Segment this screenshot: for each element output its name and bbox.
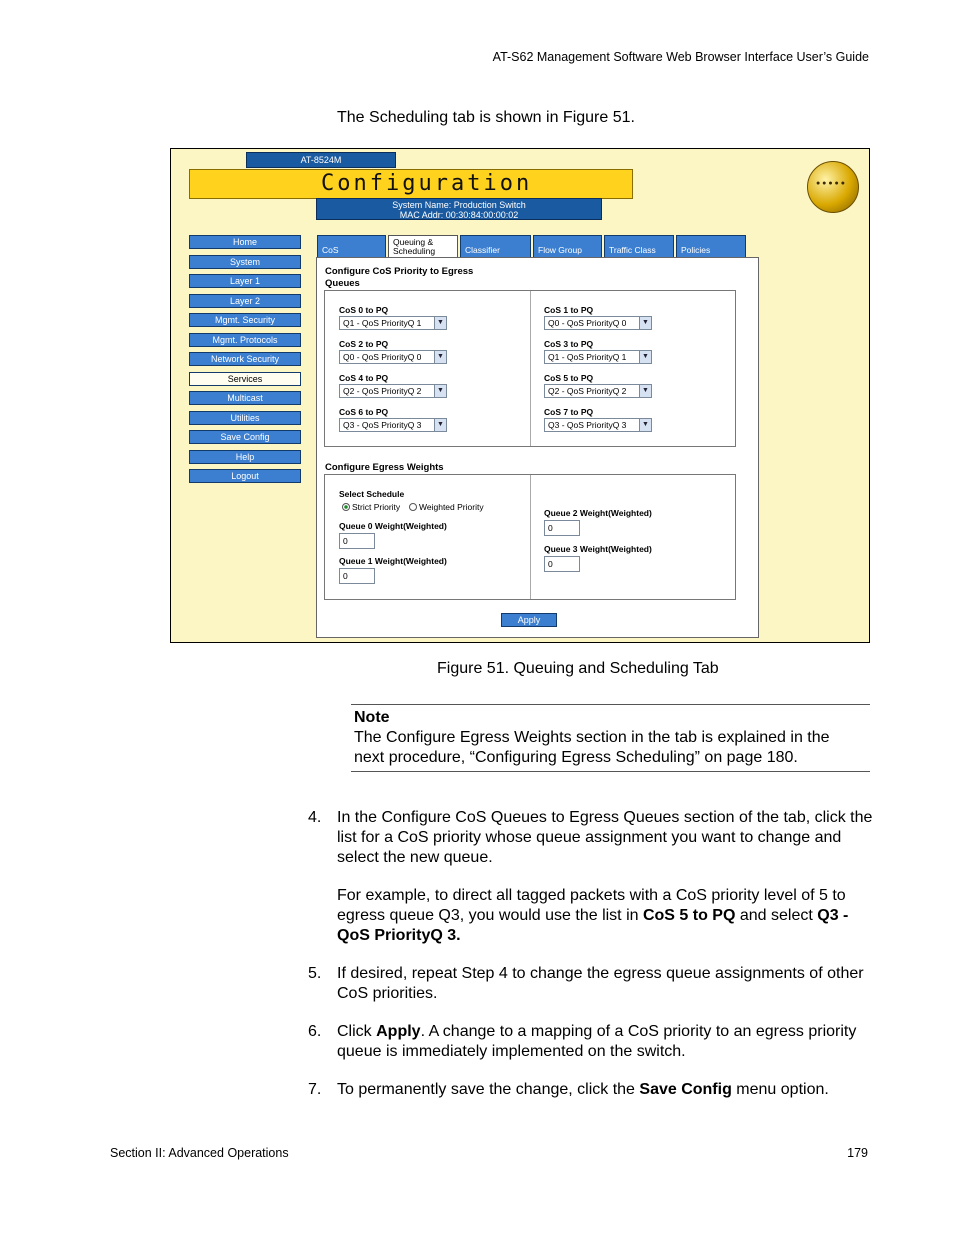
chevron-down-icon: ▼ [639, 385, 651, 397]
step-number: 4. [308, 809, 322, 826]
step-6 [308, 1022, 878, 1062]
step-4-text: In the Configure CoS Queues to Egress Queues section of the tab, click the list for a CoS priority whose queue assignment you want to change and select the new queue. [337, 809, 873, 866]
cos3-value: Q1 - QoS PriorityQ 1 [548, 352, 627, 362]
example-bold-1: CoS 5 to PQ [642, 907, 736, 924]
cos2-value: Q0 - QoS PriorityQ 0 [343, 352, 422, 362]
cos3-label: CoS 3 to PQ [544, 339, 594, 349]
globe-logo-icon [807, 161, 859, 213]
strict-priority-radio[interactable] [342, 502, 400, 512]
nav-menu [189, 235, 301, 489]
tab-traffic-class[interactable]: Traffic Class [604, 235, 674, 257]
step-7-text [337, 1080, 878, 1100]
tab-classifier[interactable]: Classifier [460, 235, 531, 257]
intro-text: The Scheduling tab is shown in Figure 51. [337, 109, 635, 126]
cos5-value: Q2 - QoS PriorityQ 2 [548, 386, 627, 396]
cos-divider [530, 291, 531, 446]
apply-button[interactable]: Apply [501, 613, 557, 627]
nav-system[interactable]: System [189, 255, 301, 269]
cos6-select[interactable] [339, 418, 447, 432]
nav-help[interactable]: Help [189, 450, 301, 464]
egress-section-title: Configure Egress Weights [325, 462, 444, 473]
page-number: 179 [847, 1146, 868, 1160]
tab-cos[interactable]: CoS [317, 235, 386, 257]
example-bold-2: Q3 - QoS PriorityQ 3. [337, 907, 849, 944]
radio-selected-icon [342, 503, 350, 511]
note-line-1: The Configure Egress Weights section in the tab is explained in the [354, 729, 830, 746]
tab-policies[interactable]: Policies [676, 235, 746, 257]
cos1-label: CoS 1 to PQ [544, 305, 594, 315]
figure-caption: Figure 51. Queuing and Scheduling Tab [437, 660, 719, 677]
select-schedule-label: Select Schedule [339, 489, 405, 499]
system-info-bar [316, 198, 602, 220]
nav-utilities[interactable]: Utilities [189, 411, 301, 425]
cos5-select[interactable] [544, 384, 652, 398]
chevron-down-icon: ▼ [434, 385, 446, 397]
step-7 [308, 1080, 878, 1100]
cos1-select[interactable] [544, 316, 652, 330]
chevron-down-icon: ▼ [639, 419, 651, 431]
q1-weight-input[interactable]: 0 [339, 568, 375, 584]
egress-box [324, 474, 736, 600]
chevron-down-icon: ▼ [639, 351, 651, 363]
nav-home[interactable]: Home [189, 235, 301, 249]
note-box [351, 704, 870, 772]
chevron-down-icon: ▼ [434, 317, 446, 329]
cos1-value: Q0 - QoS PriorityQ 0 [548, 318, 627, 328]
screenshot-figure [170, 148, 870, 643]
footer-section: Section II: Advanced Operations [110, 1146, 289, 1160]
step-5 [308, 964, 878, 1004]
banner-title: Configuration [321, 171, 533, 196]
cos6-value: Q3 - QoS PriorityQ 3 [343, 420, 422, 430]
strict-priority-label: Strict Priority [352, 502, 401, 512]
nav-logout[interactable]: Logout [189, 469, 301, 483]
cos5-label: CoS 5 to PQ [544, 373, 594, 383]
step-number: 7. [308, 1081, 322, 1098]
running-header: AT-S62 Management Software Web Browser Interface User’s Guide [492, 50, 869, 64]
nav-services[interactable]: Services [189, 372, 301, 386]
q0-weight-label: Queue 0 Weight(Weighted) [339, 521, 447, 531]
step-4-example [337, 886, 878, 946]
step-5-text: If desired, repeat Step 4 to change the egress queue assignments of other CoS priorities. [337, 965, 864, 1002]
cos7-select[interactable] [544, 418, 652, 432]
step-7-text-a: To permanently save the change, click the [337, 1081, 640, 1098]
step-7-text-c: menu option. [731, 1081, 829, 1098]
cos-section-title: Configure CoS Priority to Egress Queues [325, 266, 474, 289]
example-text-1: For example, to direct all tagged packets with a CoS priority level of 5 to egress queue Q3, you would use the list in [337, 887, 846, 924]
chevron-down-icon: ▼ [434, 351, 446, 363]
cos7-value: Q3 - QoS PriorityQ 3 [548, 420, 627, 430]
step-4 [308, 808, 878, 946]
q1-weight-label: Queue 1 Weight(Weighted) [339, 556, 447, 566]
q3-weight-input[interactable]: 0 [544, 556, 580, 572]
step-number: 5. [308, 965, 322, 982]
step-6-bold: Apply [376, 1023, 421, 1040]
cos7-label: CoS 7 to PQ [544, 407, 594, 417]
q2-weight-input[interactable]: 0 [544, 520, 580, 536]
step-6-text [337, 1022, 878, 1062]
cos3-select[interactable] [544, 350, 652, 364]
chevron-down-icon: ▼ [434, 419, 446, 431]
scheduling-panel [316, 257, 759, 638]
cos2-select[interactable] [339, 350, 447, 364]
cos4-value: Q2 - QoS PriorityQ 2 [343, 386, 422, 396]
procedure-steps [308, 808, 878, 1118]
model-label: AT-8524M [246, 152, 396, 168]
example-text-2: and select [735, 907, 818, 924]
nav-layer1[interactable]: Layer 1 [189, 274, 301, 288]
q0-weight-input[interactable]: 0 [339, 533, 375, 549]
note-line-2: next procedure, “Configuring Egress Scheduling” on page 180. [354, 749, 798, 766]
cos4-label: CoS 4 to PQ [339, 373, 389, 383]
nav-mgmt-security[interactable]: Mgmt. Security [189, 313, 301, 327]
system-name: System Name: Production Switch [392, 200, 526, 210]
nav-save-config[interactable]: Save Config [189, 430, 301, 444]
cos2-label: CoS 2 to PQ [339, 339, 389, 349]
q3-weight-label: Queue 3 Weight(Weighted) [544, 544, 652, 554]
weighted-priority-radio[interactable] [409, 502, 484, 512]
tab-flow-group[interactable]: Flow Group [533, 235, 602, 257]
cos0-select[interactable] [339, 316, 447, 330]
cos0-value: Q1 - QoS PriorityQ 1 [343, 318, 422, 328]
nav-network-security[interactable]: Network Security [189, 352, 301, 366]
step-7-bold: Save Config [639, 1081, 732, 1098]
q2-weight-label: Queue 2 Weight(Weighted) [544, 508, 652, 518]
radio-unselected-icon [409, 503, 417, 511]
tab-queuing-scheduling[interactable]: Queuing & Scheduling [388, 235, 458, 259]
chevron-down-icon: ▼ [639, 317, 651, 329]
nav-layer2[interactable]: Layer 2 [189, 294, 301, 308]
note-title: Note [354, 709, 390, 726]
step-6-text-c: . A change to a mapping of a CoS priority to an egress priority queue is immediately implemented on the switch. [337, 1023, 857, 1060]
cos-box [324, 290, 736, 447]
mac-addr: MAC Addr: 00:30:84:00:00:02 [399, 210, 519, 220]
config-banner [189, 169, 633, 199]
nav-mgmt-protocols[interactable]: Mgmt. Protocols [189, 333, 301, 347]
egress-divider [530, 475, 531, 599]
weighted-priority-label: Weighted Priority [419, 502, 484, 512]
step-number: 6. [308, 1023, 322, 1040]
step-6-text-a: Click [337, 1023, 377, 1040]
nav-multicast[interactable]: Multicast [189, 391, 301, 405]
cos4-select[interactable] [339, 384, 447, 398]
cos6-label: CoS 6 to PQ [339, 407, 389, 417]
cos0-label: CoS 0 to PQ [339, 305, 389, 315]
